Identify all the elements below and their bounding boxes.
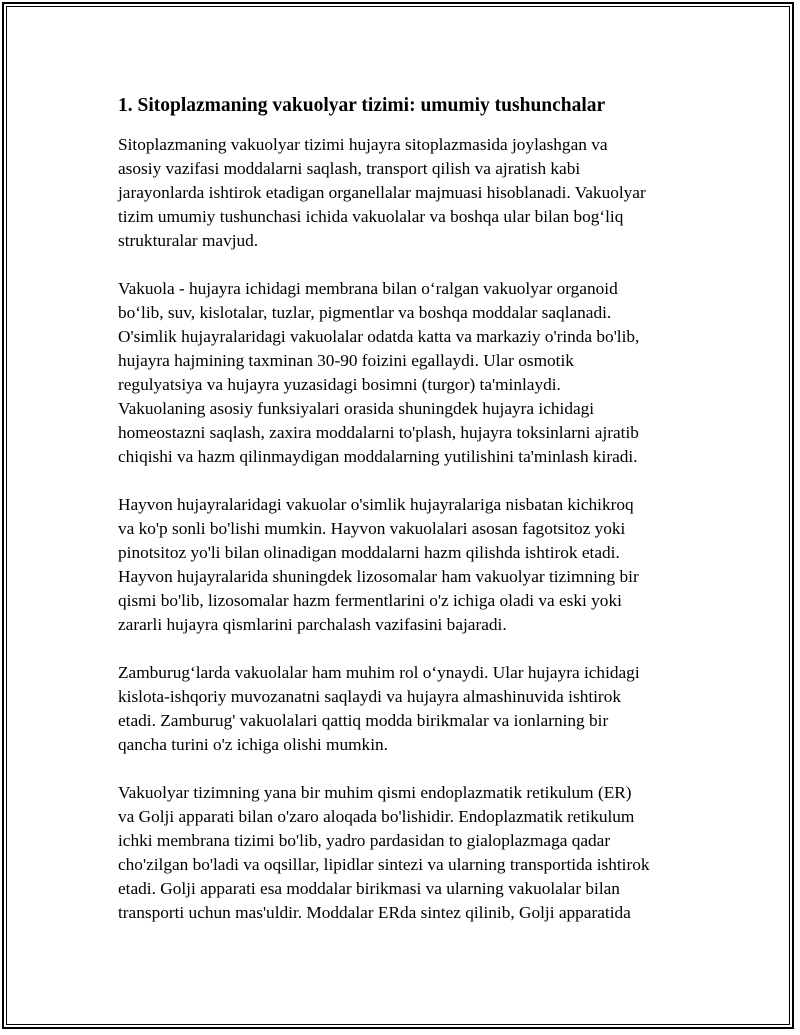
text-line: homeostazni saqlash, zaxira moddalarni to'plash, hujayra toksinlarni ajratib (118, 423, 639, 442)
text-line: asosiy vazifasi moddalarni saqlash, transport qilish va ajratish kabi (118, 159, 581, 178)
paragraph-er-golji (118, 781, 698, 925)
text-line: jarayonlarda ishtirok etadigan organellalar majmuasi hisoblanadi. Vakuolyar (118, 183, 646, 202)
paragraph-intro (118, 133, 698, 253)
text-line: kislota-ishqoriy muvozanatni saqlaydi va hujayra almashinuvida ishtirok (118, 687, 621, 706)
text-line: Vakuolyar tizimning yana bir muhim qismi endoplazmatik retikulum (ER) (118, 783, 632, 802)
text-line: va Golji apparati bilan o'zaro aloqada bo'lishidir. Endoplazmatik retikulum (118, 807, 635, 826)
text-line: etadi. Golji apparati esa moddalar birikmasi va ularning vakuolalar bilan (118, 879, 620, 898)
text-line: Zamburug‘larda vakuolalar ham muhim rol o‘ynaydi. Ular hujayra ichidagi (118, 663, 640, 682)
paragraph-vakuola (118, 277, 698, 469)
text-line: Hayvon hujayralarida shuningdek lizosomalar ham vakuolyar tizimning bir (118, 567, 639, 586)
text-line: transporti uchun mas'uldir. Moddalar ERda sintez qilinib, Golji apparatida (118, 903, 631, 922)
text-line: regulyatsiya va hujayra yuzasidagi bosimni (turgor) ta'minlaydi. (118, 375, 561, 394)
text-line: qismi bo'lib, lizosomalar hazm fermentlarini o'z ichiga oladi va eski yoki (118, 591, 622, 610)
text-line: chiqishi va hazm qilinmaydigan moddalarning yutilishini ta'minlash kiradi. (118, 447, 638, 466)
text-line: Vakuolaning asosiy funksiyalari orasida shuningdek hujayra ichidagi (118, 399, 595, 418)
text-line: Hayvon hujayralaridagi vakuolar o'simlik hujayralariga nisbatan kichikroq (118, 495, 634, 514)
paragraph-zamburug (118, 661, 698, 757)
text-line: pinotsitoz yo'li bilan olinadigan moddalarni hazm qilishda ishtirok etadi. (118, 543, 620, 562)
text-line: qancha turini o'z ichiga olishi mumkin. (118, 735, 388, 754)
paragraph-hayvon (118, 493, 698, 637)
text-line: O'simlik hujayralaridagi vakuolalar odatda katta va markaziy o'rinda bo'lib, (118, 327, 640, 346)
text-line: zararli hujayra qismlarini parchalash vazifasini bajaradi. (118, 615, 507, 634)
document-body (118, 93, 698, 949)
text-line: cho'zilgan bo'ladi va oqsillar, lipidlar sintezi va ularning transportida ishtirok (118, 855, 650, 874)
text-line: Sitoplazmaning vakuolyar tizimi hujayra sitoplazmasida joylashgan va (118, 135, 608, 154)
text-line: ichki membrana tizimi bo'lib, yadro pardasidan to gialoplazmaga qadar (118, 831, 611, 850)
text-line: va ko'p sonli bo'lishi mumkin. Hayvon vakuolalari asosan fagotsitoz yoki (118, 519, 626, 538)
text-line: bo‘lib, suv, kislotalar, tuzlar, pigmentlar va boshqa moddalar saqlanadi. (118, 303, 612, 322)
text-line: Vakuola - hujayra ichidagi membrana bilan o‘ralgan vakuolyar organoid (118, 279, 618, 298)
text-line: strukturalar mavjud. (118, 231, 259, 250)
text-line: hujayra hajmining taxminan 30-90 foizini egallaydi. Ular osmotik (118, 351, 574, 370)
text-line: tizim umumiy tushunchasi ichida vakuolalar va boshqa ular bilan bog‘liq (118, 207, 624, 226)
section-heading: 1. Sitoplazmaning vakuolyar tizimi: umumiy tushunchalar (118, 95, 606, 116)
text-line: etadi. Zamburug' vakuolalari qattiq modda birikmalar va ionlarning bir (118, 711, 609, 730)
